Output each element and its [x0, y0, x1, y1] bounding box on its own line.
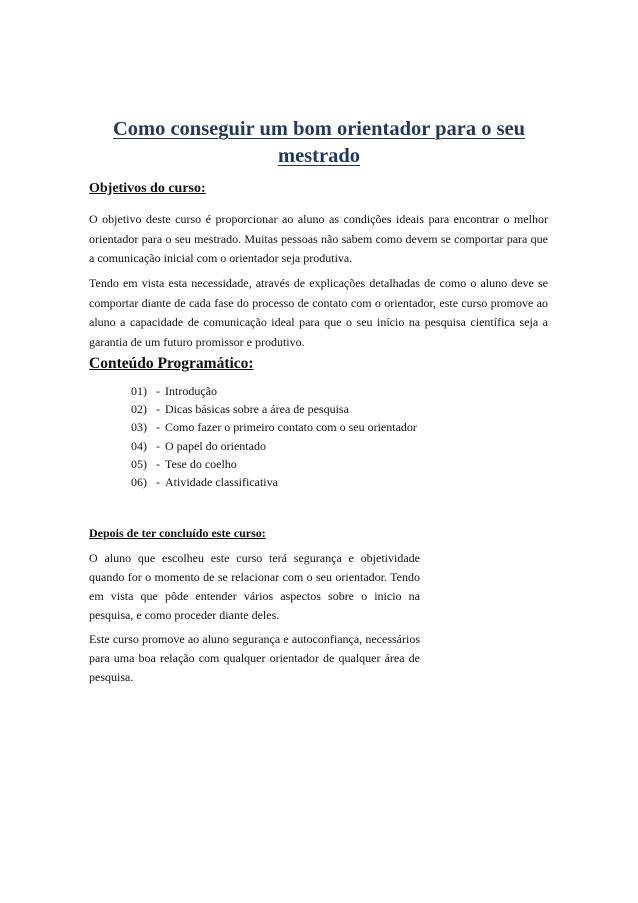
list-item — [131, 473, 417, 491]
list-item-separator: - — [156, 402, 160, 417]
list-item-text: Atividade classificativa — [165, 475, 278, 490]
depois-heading: Depois de ter concluído este curso: — [89, 526, 266, 540]
objetivos-heading: Objetivos do curso: — [89, 181, 206, 196]
list-item — [131, 418, 417, 436]
depois-paragraph-1: O aluno que escolheu este curso terá segurança e objetividade quando for o momento de se relacionar com o seu orientador. Tendo em vista que pôde entender vários aspectos sobre o inicio na pesquisa, e como proceder diante deles. — [89, 551, 420, 622]
list-item-number: 02) — [131, 402, 147, 417]
list-item-number: 06) — [131, 475, 147, 490]
list-item-separator: - — [156, 438, 160, 453]
depois-paragraph-2: Este curso promove ao aluno segurança e autoconfiança, necessários para uma boa relação com qualquer orientador de qualquer área de pesquisa. — [89, 632, 420, 684]
list-item-number: 04) — [131, 438, 147, 453]
list-item-text: O papel do orientado — [165, 438, 266, 453]
list-item — [131, 382, 417, 400]
list-item-separator: - — [156, 475, 160, 490]
page-title: Como conseguir um bom orientador para o seu mestrado — [112, 118, 526, 167]
list-item-text: Introdução — [165, 384, 217, 398]
list-item-separator: - — [156, 420, 160, 435]
list-item-text: Tese do coelho — [165, 456, 237, 471]
list-item-separator: - — [156, 384, 160, 398]
list-item-number: 05) — [131, 456, 147, 471]
list-item — [131, 455, 417, 473]
conteudo-list — [131, 382, 417, 491]
list-item-number: 03) — [131, 420, 147, 435]
list-item-number: 01) — [131, 384, 147, 398]
objetivos-paragraph-2: Tendo em vista esta necessidade, através de explicações detalhadas de como o aluno deve se comportar diante de cada fase do processo de contato com o orientador, este curso promove ao aluno a capacidade de comunicação ideal para que o seu início na pesquisa científica seja a garantia de um futuro promissor e produtivo. — [89, 276, 548, 349]
conteudo-heading: Conteúdo Programático: — [89, 355, 254, 372]
list-item-text: Como fazer o primeiro contato com o seu orientador — [165, 420, 417, 435]
list-item-separator: - — [156, 456, 160, 471]
list-item — [131, 437, 417, 455]
objetivos-paragraph-1: O objetivo deste curso é proporcionar ao aluno as condições ideais para encontrar o melhor orientador para o seu mestrado. Muitas pessoas não sabem como devem se comportar para que a comunicação inicial com o orientador seja produtiva. — [89, 212, 548, 265]
list-item — [131, 400, 417, 418]
list-item-text: Dicas básicas sobre a área de pesquisa — [165, 402, 349, 417]
